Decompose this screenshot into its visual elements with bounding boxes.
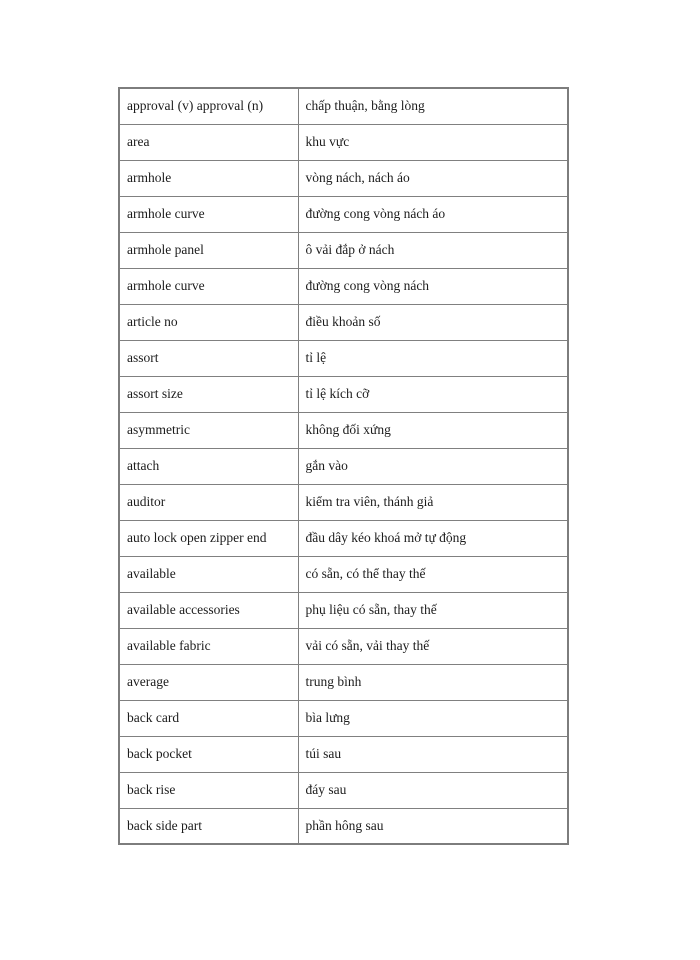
term-cell: asymmetric: [119, 412, 298, 448]
term-cell: armhole curve: [119, 196, 298, 232]
translation-cell: túi sau: [298, 736, 568, 772]
table-row: [119, 412, 568, 448]
table-row: [119, 124, 568, 160]
table-row: [119, 772, 568, 808]
table-row: [119, 268, 568, 304]
table-row: [119, 448, 568, 484]
translation-cell: phần hông sau: [298, 808, 568, 844]
term-cell: armhole curve: [119, 268, 298, 304]
translation-cell: đường cong vòng nách áo: [298, 196, 568, 232]
term-cell: back card: [119, 700, 298, 736]
translation-cell: có sẵn, có thể thay thế: [298, 556, 568, 592]
translation-cell: không đối xứng: [298, 412, 568, 448]
term-cell: attach: [119, 448, 298, 484]
translation-cell: gắn vào: [298, 448, 568, 484]
translation-cell: vòng nách, nách áo: [298, 160, 568, 196]
term-cell: auto lock open zipper end: [119, 520, 298, 556]
translation-cell: điều khoản số: [298, 304, 568, 340]
table-row: [119, 736, 568, 772]
term-cell: available fabric: [119, 628, 298, 664]
translation-cell: đường cong vòng nách: [298, 268, 568, 304]
glossary-table-body: [119, 88, 568, 844]
term-cell: auditor: [119, 484, 298, 520]
term-cell: assort: [119, 340, 298, 376]
glossary-table: [118, 87, 569, 845]
term-cell: armhole panel: [119, 232, 298, 268]
translation-cell: bìa lưng: [298, 700, 568, 736]
table-row: [119, 88, 568, 124]
term-cell: area: [119, 124, 298, 160]
translation-cell: ô vải đắp ở nách: [298, 232, 568, 268]
table-row: [119, 304, 568, 340]
translation-cell: đáy sau: [298, 772, 568, 808]
translation-cell: chấp thuận, bằng lòng: [298, 88, 568, 124]
term-cell: assort size: [119, 376, 298, 412]
translation-cell: đầu dây kéo khoá mở tự động: [298, 520, 568, 556]
table-row: [119, 808, 568, 844]
translation-cell: tỉ lệ kích cỡ: [298, 376, 568, 412]
table-row: [119, 340, 568, 376]
term-cell: armhole: [119, 160, 298, 196]
table-row: [119, 196, 568, 232]
table-row: [119, 160, 568, 196]
table-row: [119, 232, 568, 268]
term-cell: back pocket: [119, 736, 298, 772]
term-cell: average: [119, 664, 298, 700]
table-row: [119, 628, 568, 664]
table-row: [119, 556, 568, 592]
term-cell: back side part: [119, 808, 298, 844]
table-row: [119, 484, 568, 520]
table-row: [119, 700, 568, 736]
translation-cell: tỉ lệ: [298, 340, 568, 376]
translation-cell: phụ liệu có sẵn, thay thế: [298, 592, 568, 628]
translation-cell: vải có sẵn, vải thay thế: [298, 628, 568, 664]
term-cell: available accessories: [119, 592, 298, 628]
translation-cell: kiểm tra viên, thánh giả: [298, 484, 568, 520]
table-row: [119, 664, 568, 700]
translation-cell: trung bình: [298, 664, 568, 700]
translation-cell: khu vực: [298, 124, 568, 160]
term-cell: article no: [119, 304, 298, 340]
term-cell: available: [119, 556, 298, 592]
table-row: [119, 520, 568, 556]
table-row: [119, 376, 568, 412]
term-cell: approval (v) approval (n): [119, 88, 298, 124]
table-row: [119, 592, 568, 628]
term-cell: back rise: [119, 772, 298, 808]
